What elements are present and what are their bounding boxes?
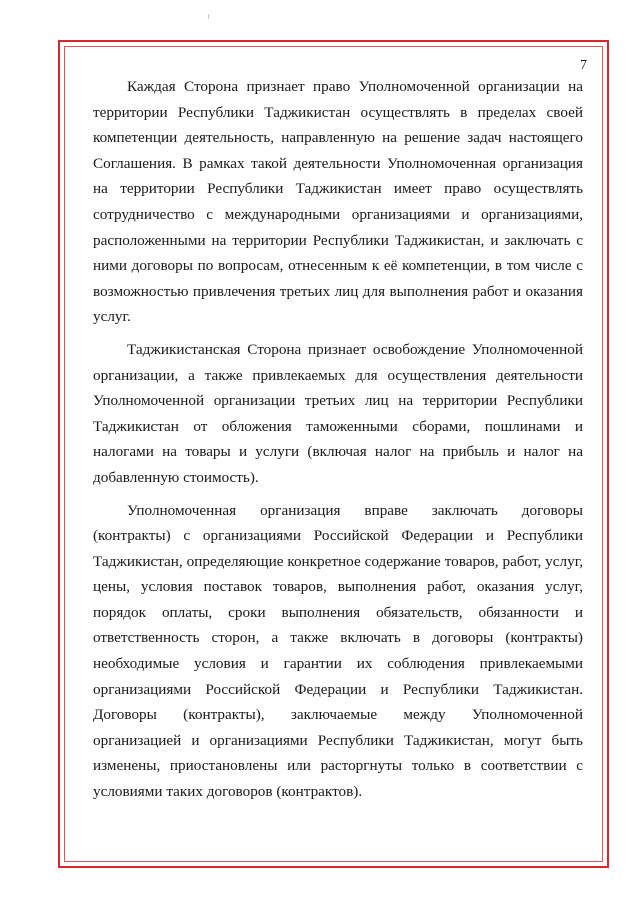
paragraph-authority-rights: Каждая Сторона признает право Уполномоченной организации на территории Республики Таджикистан осуществлять в пределах своей компетенции деятельность, направленную на решение задач настоящего Соглашения. В рамках такой деятельности Уполномоченная организация на территории Республики Таджикистан имеет право осуществлять сотрудничество с международными организациями и организациями, расположенными на территории Республики Таджикистан, и заключать с ними договоры по вопросам, отнесенным к её компетенции, в том числе с возможностью привлечения третьих лиц для выполнения работ и оказания услуг. [93,78,583,326]
paragraph-tax-exemption: Таджикистанская Сторона признает освобождение Уполномоченной организации, а также привлекаемых для осуществления деятельности Уполномоченной организации третьих лиц на территории Республики Таджикистан от обложения таможенными сборами, пошлинами и налогами на товары и услуги (включая налог на прибыль и налог на добавленную стоимость). [93,340,583,486]
paragraph-contracts: Уполномоченная организация вправе заключать договоры (контракты) с организациями Российской Федерации и Республики Таджикистан, определяющие конкретное содержание товаров, работ, услуг, цены, условия поставок товаров, выполнения работ, оказания услуг, порядок оплаты, сроки выполнения обязательств, обязанности и ответственность сторон, а также включать в договоры (контракты) необходимые условия и гарантии их соблюдения привлекаемыми организациями Российской Федерации и Республики Таджикистан. Договоры (контракты), заключаемые между Уполномоченной организацией и организациями Республики Таджикистан, могут быть изменены, приостановлены или расторгнуты только в соответствии с условиями таких договоров (контрактов). [93,501,583,801]
page-number: 7 [580,58,587,73]
scan-mark [208,14,209,19]
body-text [93,74,583,812]
